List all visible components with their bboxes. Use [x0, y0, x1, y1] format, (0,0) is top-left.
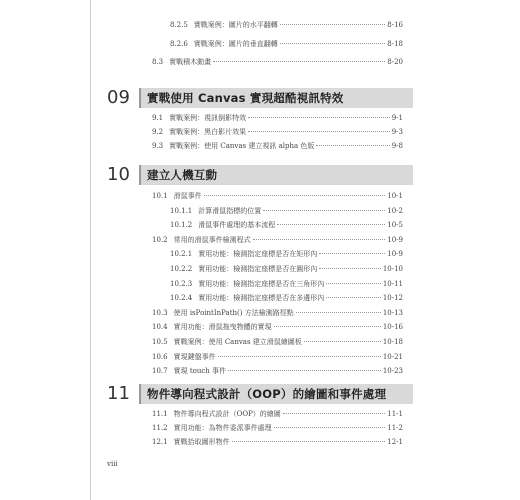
- entry-page: 10-5: [387, 221, 403, 229]
- entry-page: 10-9: [387, 250, 403, 258]
- entry-title: 滑鼠事件處理的基本流程: [198, 221, 276, 229]
- leader-dots: [319, 253, 385, 254]
- leader-dots: [326, 283, 381, 284]
- chapter-title: 建立人機互動: [147, 168, 218, 182]
- chapter-number: 11: [107, 383, 130, 404]
- entry-page: 8-16: [387, 21, 403, 29]
- entry-page: 8-20: [387, 58, 403, 66]
- chapter-header-10[interactable]: [107, 165, 413, 185]
- toc-entry[interactable]: [170, 207, 403, 216]
- leader-dots: [280, 24, 385, 25]
- entry-number: 8.2.5: [170, 21, 188, 29]
- entry-page: 10-18: [382, 338, 403, 346]
- entry-title: 實用功能：檢測指定座標是否在三角形內: [198, 280, 325, 288]
- entry-page: 10-23: [382, 367, 403, 375]
- entry-page: 10-13: [382, 309, 403, 317]
- toc-entry[interactable]: [170, 250, 403, 259]
- entry-title: 實現 touch 事件: [173, 367, 227, 375]
- toc-entry[interactable]: [152, 424, 403, 433]
- entry-page: 10-12: [382, 294, 403, 302]
- chapter-header-11[interactable]: [107, 384, 413, 404]
- entry-title: 實用功能：檢測指定座標是否在圓形內: [198, 265, 318, 273]
- entry-title: 實戰積木動畫: [169, 58, 212, 66]
- toc-entry[interactable]: [152, 236, 403, 245]
- toc-entry[interactable]: [152, 309, 403, 318]
- entry-page: 10-21: [382, 353, 403, 361]
- entry-title: 計算滑鼠指標的位置: [198, 207, 262, 215]
- page-number: viii: [107, 460, 118, 468]
- chapter-number: 09: [107, 87, 130, 108]
- entry-title: 實戰案例：使用 Canvas 建立視訊 alpha 色版: [169, 142, 315, 150]
- entry-title: 實戰拾取圖形物件: [173, 438, 230, 446]
- entry-number: 10.2.2: [170, 265, 193, 273]
- entry-page: 10-9: [387, 236, 403, 244]
- leader-dots: [218, 356, 381, 357]
- toc-entry[interactable]: [152, 338, 403, 347]
- entry-page: 12-1: [387, 438, 403, 446]
- entry-title: 實用功能：檢測指定座標是否在矩形內: [198, 250, 318, 258]
- entry-number: 10.3: [152, 309, 168, 317]
- chapter-number: 10: [107, 164, 130, 185]
- leader-dots: [263, 210, 385, 211]
- entry-number: 10.1.2: [170, 221, 193, 229]
- entry-number: 10.2.3: [170, 280, 193, 288]
- toc-entry[interactable]: [152, 353, 403, 362]
- entry-title: 實用功能：為物件委派事件處理: [173, 424, 272, 432]
- entry-number: 11.2: [152, 424, 168, 432]
- leader-dots: [228, 370, 381, 371]
- leader-dots: [232, 441, 386, 442]
- toc-entry[interactable]: [170, 40, 403, 49]
- entry-page: 11-1: [387, 410, 403, 418]
- leader-dots: [319, 268, 381, 269]
- entry-number: 8.2.6: [170, 40, 188, 48]
- entry-title: 實戰案例：圖片的垂直翻轉: [193, 40, 278, 48]
- leader-dots: [304, 341, 381, 342]
- entry-page: 9-1: [391, 114, 403, 122]
- leader-dots: [248, 117, 390, 118]
- entry-title: 常用的滑鼠事件檢測程式: [173, 236, 251, 244]
- entry-number: 9.2: [152, 128, 164, 136]
- toc-entry[interactable]: [170, 265, 403, 274]
- entry-page: 10-10: [382, 265, 403, 273]
- leader-dots: [283, 413, 385, 414]
- leader-dots: [316, 145, 389, 146]
- toc-entry[interactable]: [152, 323, 403, 332]
- entry-number: 10.1: [152, 192, 168, 200]
- toc-entry[interactable]: [170, 294, 403, 303]
- entry-title: 實戰案例：視訊倒影特效: [169, 114, 247, 122]
- chapter-title: 物件導向程式設計（OOP）的繪圖和事件處理: [147, 387, 387, 401]
- entry-number: 12.1: [152, 438, 168, 446]
- toc-entry[interactable]: [170, 280, 403, 289]
- chapter-title-bar: [139, 88, 413, 108]
- entry-title: 實用功能：檢測指定座標是否在多邊形內: [198, 294, 325, 302]
- entry-page: 10-2: [387, 207, 403, 215]
- toc-entry[interactable]: [152, 410, 403, 419]
- leader-dots: [253, 239, 386, 240]
- leader-dots: [326, 297, 381, 298]
- toc-entry[interactable]: [152, 114, 403, 123]
- entry-page: 9-8: [391, 142, 403, 150]
- toc-entry[interactable]: [152, 58, 403, 67]
- entry-title: 實用功能：滑鼠拖曳物體的實現: [173, 323, 272, 331]
- entry-title: 實戰案例：黑白影片效果: [169, 128, 247, 136]
- entry-title: 物件導向程式設計（OOP）的繪圖: [173, 410, 281, 418]
- leader-dots: [204, 195, 386, 196]
- toc-entry[interactable]: [152, 128, 403, 137]
- leader-dots: [213, 61, 385, 62]
- chapter-title-bar: [139, 384, 413, 404]
- entry-number: 10.6: [152, 353, 168, 361]
- toc-entry[interactable]: [170, 21, 403, 30]
- entry-page: 10-11: [382, 280, 403, 288]
- leader-dots: [280, 43, 385, 44]
- toc-entry[interactable]: [152, 367, 403, 376]
- entry-number: 10.4: [152, 323, 168, 331]
- entry-number: 10.1.1: [170, 207, 193, 215]
- entry-title: 實戰案例：圖片的水平翻轉: [193, 21, 278, 29]
- leader-dots: [296, 312, 381, 313]
- entry-number: 10.5: [152, 338, 168, 346]
- chapter-title-bar: [139, 165, 413, 185]
- leader-dots: [248, 131, 390, 132]
- entry-number: 10.7: [152, 367, 168, 375]
- entry-title: 滑鼠事件: [173, 192, 202, 200]
- entry-page: 11-2: [387, 424, 403, 432]
- entry-number: 8.3: [152, 58, 164, 66]
- entry-title: 實現鍵盤事件: [173, 353, 216, 361]
- entry-title: 實戰案例：使用 Canvas 建立滑鼠繪圖板: [173, 338, 302, 346]
- entry-page: 10-1: [387, 192, 403, 200]
- entry-page: 8-18: [387, 40, 403, 48]
- entry-page: 10-16: [382, 323, 403, 331]
- toc-entry[interactable]: [152, 438, 403, 447]
- entry-number: 10.2.1: [170, 250, 193, 258]
- entry-number: 11.1: [152, 410, 168, 418]
- leader-dots: [274, 326, 381, 327]
- entry-number: 9.3: [152, 142, 164, 150]
- toc-entry[interactable]: [152, 142, 403, 151]
- entry-number: 10.2.4: [170, 294, 193, 302]
- entry-title: 使用 isPointInPath() 方法檢測路徑點: [173, 309, 294, 317]
- chapter-header-09[interactable]: [107, 88, 413, 108]
- entry-page: 9-3: [391, 128, 403, 136]
- leader-dots: [274, 427, 386, 428]
- entry-number: 10.2: [152, 236, 168, 244]
- toc-entry[interactable]: [170, 221, 403, 230]
- toc-entry[interactable]: [152, 192, 403, 201]
- leader-dots: [277, 224, 385, 225]
- page-gutter-line: [90, 0, 91, 500]
- chapter-title: 實戰使用 Canvas 實現超酷視訊特效: [147, 91, 344, 105]
- entry-number: 9.1: [152, 114, 164, 122]
